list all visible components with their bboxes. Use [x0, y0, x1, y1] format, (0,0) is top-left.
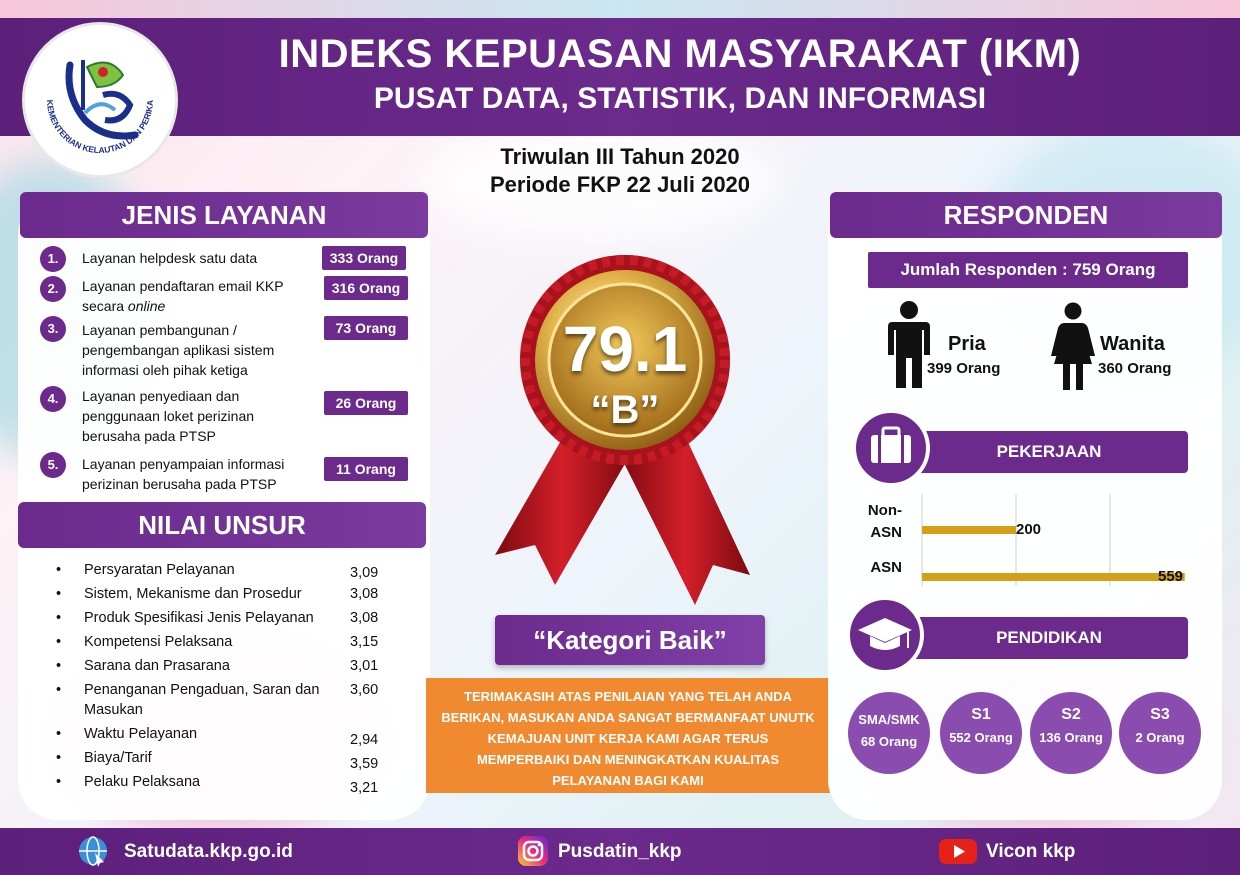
layanan-count-badge: 11 Orang — [324, 457, 408, 481]
period-line-2: Periode FKP 22 Juli 2020 — [489, 172, 751, 197]
unsur-name: Waktu Pelayanan — [84, 726, 198, 742]
layanan-text: Layanan pembangunan / pengembangan aplikasi sistem informasi oleh pihak ketiga — [82, 322, 275, 378]
layanan-text-emphasis: online — [127, 298, 166, 314]
layanan-text: Layanan helpdesk satu data — [82, 250, 258, 266]
item-number: 4. — [40, 386, 66, 412]
layanan-count-badge: 316 Orang — [324, 276, 408, 300]
unsur-value: 3,21 — [350, 780, 379, 796]
unsur-value: 2,94 — [350, 732, 379, 748]
layanan-item-4 — [40, 386, 412, 448]
graduation-cap-icon — [850, 600, 920, 670]
unsur-name: Persyaratan Pelayanan — [84, 562, 235, 578]
bar-label-non-asn: Non-ASN — [867, 502, 902, 541]
wanita-count: 360 Orang — [1098, 360, 1172, 377]
instagram-icon — [516, 834, 550, 868]
edu-name: S2 — [1061, 706, 1081, 723]
bullet: • — [56, 562, 62, 578]
graduation-badge — [846, 596, 924, 674]
svg-text:KEMENTERIAN KELAUTAN DAN PERIK — [25, 25, 155, 155]
wanita-label: Wanita — [1100, 333, 1165, 355]
woman-icon — [1050, 302, 1096, 392]
bullet: • — [56, 586, 62, 602]
pekerjaan-chart — [860, 492, 1200, 592]
unsur-value: 3,08 — [350, 586, 379, 602]
layanan-item-5 — [40, 452, 412, 494]
bullet: • — [56, 682, 62, 698]
layanan-count-badge: 73 Orang — [324, 316, 408, 340]
edu-count: 552 Orang — [949, 730, 1013, 745]
edu-count: 2 Orang — [1135, 730, 1185, 745]
pria-count: 399 Orang — [927, 360, 1001, 377]
logo-kkp — [22, 22, 178, 178]
item-number: 5. — [40, 452, 66, 478]
bullet: • — [56, 610, 62, 626]
bullet: • — [56, 750, 62, 766]
bullet: • — [56, 634, 62, 650]
pria-label: Pria — [948, 333, 986, 355]
layanan-item-1 — [40, 246, 412, 272]
layanan-text — [82, 276, 312, 316]
layanan-text: Layanan penyampaian informasi perizinan berusaha pada PTSP — [82, 456, 285, 492]
unsur-value: 3,01 — [350, 658, 379, 674]
bar-asn — [922, 573, 1185, 581]
unsur-value: 3,59 — [350, 756, 379, 772]
medal-icon — [495, 255, 755, 615]
unsur-name: Kompetensi Pelaksana — [84, 634, 233, 650]
edu-s3 — [1119, 692, 1201, 774]
thanks-message: TERIMAKASIH ATAS PENILAIAN YANG TELAH ANDA BERIKAN, MASUKAN ANDA SANGAT BERMANFAAT UNUTK KEMAJUAN UNIT KERJA KAMI AGAR TERUS MEMPERBAIKI DAN MENINGKATKAN KUALITAS PELAYANAN BAGI KAMI — [426, 678, 830, 793]
unsur-name: Sarana dan Prasarana — [84, 658, 230, 674]
unsur-name: Penanganan Pengaduan, Saran dan Masukan — [84, 682, 320, 718]
layanan-count-badge: 26 Orang — [324, 391, 408, 415]
layanan-text: Layanan penyediaan dan penggunaan loket perizinan berusaha pada PTSP — [82, 388, 255, 444]
item-number: 2. — [40, 276, 66, 302]
layanan-count-badge: 333 Orang — [322, 246, 406, 270]
bullet: • — [56, 726, 62, 742]
header-decor-band — [0, 0, 1240, 18]
edu-name: SMA/SMK — [858, 712, 920, 727]
edu-name: S1 — [971, 706, 991, 723]
period-line-1: Triwulan III Tahun 2020 — [500, 144, 740, 169]
edu-s1 — [940, 692, 1022, 774]
bullet: • — [56, 658, 62, 674]
responden-heading: RESPONDEN — [830, 192, 1222, 238]
unsur-name: Pelaku Pelaksana — [84, 774, 201, 790]
unsur-value: 3,15 — [350, 634, 379, 650]
briefcase-icon — [856, 413, 926, 483]
page-title: INDEKS KEPUASAN MASYARAKAT (IKM) — [278, 32, 1082, 76]
ikm-grade: “B” — [590, 388, 660, 432]
edu-count: 68 Orang — [860, 734, 918, 749]
category-badge: “Kategori Baik” — [495, 615, 765, 665]
total-respondents: Jumlah Responden : 759 Orang — [868, 252, 1188, 288]
pekerjaan-heading: PEKERJAAN — [870, 431, 1188, 473]
unsur-name: Produk Spesifikasi Jenis Pelayanan — [84, 610, 314, 626]
logo-text: KEMENTERIAN KELAUTAN DAN PERIKA — [44, 99, 156, 156]
instagram-link[interactable]: Pusdatin_kkp — [558, 841, 682, 862]
bar-non-asn — [922, 526, 1016, 534]
nilai-unsur-heading: NILAI UNSUR — [18, 502, 426, 548]
edu-s2 — [1030, 692, 1112, 774]
page-subtitle: PUSAT DATA, STATISTIK, DAN INFORMASI — [373, 82, 987, 115]
unsur-value: 3,09 — [350, 565, 379, 581]
bar-value-non-asn: 200 — [1016, 521, 1042, 538]
youtube-icon — [938, 834, 978, 868]
bar-label-asn: ASN — [870, 559, 902, 576]
ikm-score: 79.1 — [562, 313, 688, 385]
edu-name: S3 — [1150, 706, 1170, 723]
layanan-item-2 — [40, 276, 412, 316]
edu-sma-smk — [848, 692, 930, 774]
youtube-link[interactable]: Vicon kkp — [986, 841, 1076, 862]
website-link[interactable]: Satudata.kkp.go.id — [124, 841, 293, 862]
jenis-layanan-heading: JENIS LAYANAN — [20, 192, 428, 238]
unsur-name: Biaya/Tarif — [84, 750, 152, 766]
pendidikan-heading: PENDIDIKAN — [870, 617, 1188, 659]
bar-value-asn: 559 — [1158, 568, 1184, 585]
logo-kkp-icon — [25, 25, 175, 175]
unsur-name: Sistem, Mekanisme dan Prosedur — [84, 586, 302, 602]
briefcase-badge — [852, 409, 930, 487]
unsur-value: 3,60 — [350, 682, 379, 698]
medal-graphic — [495, 255, 755, 615]
unsur-value: 3,08 — [350, 610, 379, 626]
bullet: • — [56, 774, 62, 790]
globe-icon — [76, 834, 110, 868]
item-number: 3. — [40, 316, 66, 342]
item-number: 1. — [40, 246, 66, 272]
layanan-item-3 — [40, 316, 412, 378]
layanan-text-main: Layanan pendaftaran email KKP secara — [82, 278, 284, 314]
edu-count: 136 Orang — [1039, 730, 1103, 745]
